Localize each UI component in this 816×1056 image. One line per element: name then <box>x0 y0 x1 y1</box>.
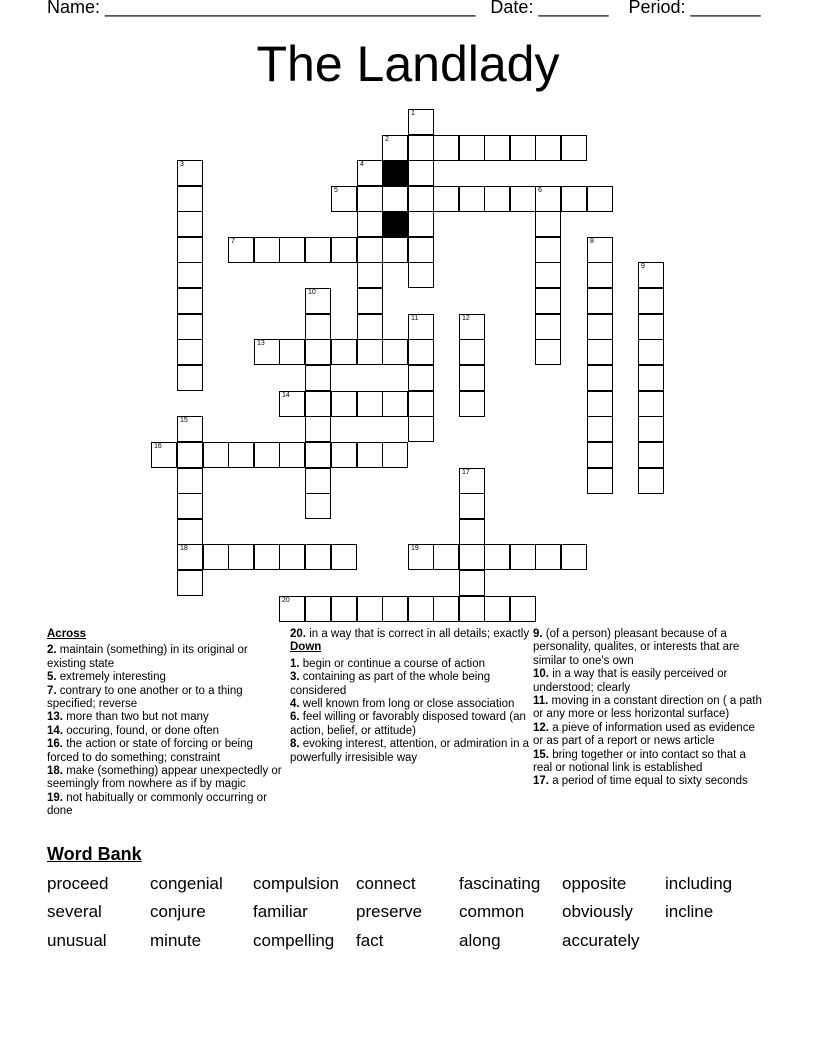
word-bank-word: connect <box>356 874 416 893</box>
crossword-cell[interactable] <box>408 160 434 186</box>
crossword-cell[interactable] <box>484 544 510 570</box>
clue-text: moving in a constant direction on ( a path or any more or less horizontal surface) <box>533 695 762 721</box>
clues-column-3 <box>533 628 768 789</box>
crossword-cell[interactable] <box>357 186 383 212</box>
word-bank-word: fact <box>356 931 384 950</box>
crossword-cell[interactable] <box>638 288 664 314</box>
clue-item <box>533 775 768 788</box>
clue-item <box>533 668 768 695</box>
crossword-cell[interactable] <box>408 186 434 212</box>
crossword-cell[interactable] <box>561 544 587 570</box>
clue-number-label: 9. <box>533 628 543 640</box>
crossword-cell[interactable] <box>459 570 485 596</box>
clue-number-label: 7. <box>47 684 57 697</box>
crossword-cell[interactable] <box>357 211 383 237</box>
crossword-cell[interactable] <box>408 544 434 570</box>
crossword-cell[interactable] <box>279 442 305 468</box>
clue-item <box>290 628 530 641</box>
clue-item <box>47 725 282 738</box>
clue-number: 16 <box>154 443 162 450</box>
word-bank-word: obviously <box>562 902 633 921</box>
crossword-cell[interactable] <box>459 339 485 365</box>
crossword-cell[interactable] <box>357 288 383 314</box>
crossword-cell[interactable] <box>279 596 305 622</box>
word-bank-word: several <box>47 902 102 921</box>
crossword-cell[interactable] <box>587 442 613 468</box>
crossword-cell[interactable] <box>305 288 331 314</box>
crossword-cell[interactable] <box>331 391 357 417</box>
crossword-cell[interactable] <box>177 211 203 237</box>
crossword-cell[interactable] <box>638 262 664 288</box>
crossword-cell[interactable] <box>177 416 203 442</box>
crossword-cell[interactable] <box>459 519 485 545</box>
crossword-cell[interactable] <box>535 288 561 314</box>
clue-number-label: 3. <box>290 671 300 684</box>
crossword-cell[interactable] <box>587 237 613 263</box>
crossword-cell[interactable] <box>228 237 254 263</box>
clue-number-label: 4. <box>290 698 300 711</box>
crossword-cell[interactable] <box>587 416 613 442</box>
crossword-cell[interactable] <box>151 442 177 468</box>
crossword-cell[interactable] <box>459 468 485 494</box>
word-bank-word: conjure <box>150 902 206 921</box>
crossword-cell[interactable] <box>408 314 434 340</box>
word-bank-word: proceed <box>47 874 109 893</box>
crossword-cell[interactable] <box>177 160 203 186</box>
crossword-cell[interactable] <box>357 314 383 340</box>
clue-number: 19 <box>411 545 419 552</box>
crossword-cell[interactable] <box>459 314 485 340</box>
clue-number: 17 <box>462 469 470 476</box>
crossword-cell[interactable] <box>535 237 561 263</box>
clue-text: contrary to one another or to a thing specified; reverse <box>47 684 243 711</box>
crossword-cell[interactable] <box>254 339 280 365</box>
clues-column-1 <box>47 628 282 819</box>
clue-text: in a way that is correct in all details; exactly <box>306 628 530 640</box>
crossword-block-cell <box>382 211 408 237</box>
clue-text: a period of time equal to sixty seconds <box>549 775 748 788</box>
crossword-cell[interactable] <box>510 186 536 212</box>
clue-item <box>533 722 768 749</box>
clue-number-label: 19. <box>47 791 63 804</box>
word-bank-word: fascinating <box>459 874 541 893</box>
clue-text: extremely interesting <box>56 671 166 684</box>
crossword-cell[interactable] <box>177 519 203 545</box>
clue-number-label: 16. <box>47 738 63 751</box>
word-bank-word: preserve <box>356 902 423 921</box>
page-title: The Landlady <box>256 36 560 92</box>
crossword-cell[interactable] <box>254 237 280 263</box>
word-bank-word: accurately <box>562 931 640 950</box>
clue-number-label: 1. <box>290 657 300 670</box>
clue-item <box>533 749 768 776</box>
clue-number-label: 11. <box>533 695 549 708</box>
crossword-cell[interactable] <box>587 262 613 288</box>
crossword-cell[interactable] <box>177 288 203 314</box>
clue-number: 2 <box>385 136 389 143</box>
clue-text: bring together or into contact so that a real or notional link is established <box>533 748 746 775</box>
crossword-cell[interactable] <box>331 544 357 570</box>
crossword-cell[interactable] <box>459 186 485 212</box>
crossword-cell[interactable] <box>203 544 229 570</box>
crossword-cell[interactable] <box>305 391 331 417</box>
clue-item <box>47 644 282 671</box>
crossword-cell[interactable] <box>535 211 561 237</box>
crossword-cell[interactable] <box>228 544 254 570</box>
crossword-cell[interactable] <box>408 109 434 135</box>
clue-item <box>290 698 530 711</box>
word-bank-word: common <box>459 902 525 921</box>
crossword-cell[interactable] <box>177 442 203 468</box>
clue-number-label: 18. <box>47 765 63 778</box>
crossword-cell[interactable] <box>382 596 408 622</box>
crossword-cell[interactable] <box>305 544 331 570</box>
crossword-cell[interactable] <box>254 442 280 468</box>
crossword-cell[interactable] <box>177 544 203 570</box>
crossword-cell[interactable] <box>331 339 357 365</box>
crossword-cell[interactable] <box>535 339 561 365</box>
clue-item <box>290 738 530 765</box>
crossword-cell[interactable] <box>382 339 408 365</box>
crossword-cell[interactable] <box>638 339 664 365</box>
crossword-cell[interactable] <box>408 262 434 288</box>
crossword-cell[interactable] <box>357 596 383 622</box>
crossword-cell[interactable] <box>638 365 664 391</box>
crossword-cell[interactable] <box>305 442 331 468</box>
crossword-cell[interactable] <box>254 544 280 570</box>
clue-number-label: 5. <box>47 671 57 684</box>
clue-text: not habitually or commonly occurring or done <box>47 791 267 818</box>
crossword-cell[interactable] <box>561 135 587 161</box>
clue-number-label: 8. <box>290 738 300 751</box>
crossword-cell[interactable] <box>408 391 434 417</box>
crossword-cell[interactable] <box>305 416 331 442</box>
crossword-cell[interactable] <box>587 339 613 365</box>
clue-text: evoking interest, attention, or admiration in a powerfully irresisible way <box>290 738 530 764</box>
crossword-cell[interactable] <box>331 596 357 622</box>
clue-number-label: 14. <box>47 724 63 737</box>
clue-number: 10 <box>308 289 316 296</box>
crossword-cell[interactable] <box>408 237 434 263</box>
crossword-cell[interactable] <box>357 237 383 263</box>
clue-number: 7 <box>231 238 235 245</box>
crossword-cell[interactable] <box>459 544 485 570</box>
crossword-cell[interactable] <box>638 416 664 442</box>
crossword-cell[interactable] <box>408 211 434 237</box>
crossword-cell[interactable] <box>177 314 203 340</box>
name-date-period-line: Name: _____________________________________ Date: _______ Period: _______ <box>47 0 761 17</box>
clue-text: begin or continue a course of action <box>299 657 485 670</box>
crossword-cell[interactable] <box>535 186 561 212</box>
crossword-cell[interactable] <box>484 135 510 161</box>
crossword-cell[interactable] <box>177 339 203 365</box>
clue-item <box>533 628 768 668</box>
crossword-cell[interactable] <box>279 544 305 570</box>
crossword-cell[interactable] <box>587 391 613 417</box>
crossword-cell[interactable] <box>305 237 331 263</box>
crossword-cell[interactable] <box>408 339 434 365</box>
clue-number: 4 <box>360 161 364 168</box>
clue-item <box>47 711 282 724</box>
crossword-block-cell <box>382 160 408 186</box>
crossword-cell[interactable] <box>535 544 561 570</box>
clue-text: in a way that is easily perceived or understood; clearly <box>533 668 728 694</box>
crossword-cell[interactable] <box>510 135 536 161</box>
crossword-cell[interactable] <box>305 596 331 622</box>
clue-text: more than two but not many <box>63 711 209 724</box>
crossword-cell[interactable] <box>433 186 459 212</box>
crossword-cell[interactable] <box>331 186 357 212</box>
crossword-cell[interactable] <box>459 135 485 161</box>
crossword-cell[interactable] <box>177 186 203 212</box>
word-bank-word: congenial <box>150 874 223 893</box>
clue-item <box>290 671 530 698</box>
clue-number: 11 <box>411 315 419 322</box>
clue-text: occuring, found, or done often <box>63 724 219 737</box>
word-bank-word: familiar <box>253 902 308 921</box>
clue-number: 9 <box>641 263 645 270</box>
crossword-cell[interactable] <box>535 314 561 340</box>
clue-number: 13 <box>257 340 265 347</box>
crossword-cell[interactable] <box>177 493 203 519</box>
crossword-cell[interactable] <box>433 544 459 570</box>
word-bank-word: compulsion <box>253 874 339 893</box>
word-bank-word: unusual <box>47 931 107 950</box>
crossword-cell[interactable] <box>228 442 254 468</box>
clue-text: feel willing or favorably disposed toward (an action, belief, or attitude) <box>290 711 526 737</box>
word-bank-word: compelling <box>253 931 335 950</box>
clue-text: (of a person) pleasant because of a personality, qualites, or interests that are similar to one's own <box>533 628 740 667</box>
crossword-cell[interactable] <box>561 186 587 212</box>
clue-number: 3 <box>180 161 184 168</box>
word-bank-word: including <box>665 874 733 893</box>
crossword-cell[interactable] <box>587 314 613 340</box>
crossword-cell[interactable] <box>177 570 203 596</box>
crossword-cell[interactable] <box>382 391 408 417</box>
clue-number: 8 <box>590 238 594 245</box>
crossword-cell[interactable] <box>382 442 408 468</box>
crossword-cell[interactable] <box>357 160 383 186</box>
crossword-cell[interactable] <box>177 365 203 391</box>
clue-number-label: 10. <box>533 668 549 681</box>
crossword-cell[interactable] <box>587 365 613 391</box>
clue-number: 14 <box>282 392 290 399</box>
clue-number: 18 <box>180 545 188 552</box>
crossword-cell[interactable] <box>357 262 383 288</box>
crossword-cell[interactable] <box>331 442 357 468</box>
crossword-cell[interactable] <box>638 468 664 494</box>
clue-text: a pieve of information used as evidence or as part of a report or news article <box>533 721 755 748</box>
clue-text: the action or state of forcing or being forced to do something; constraint <box>47 738 253 764</box>
crossword-cell[interactable] <box>459 596 485 622</box>
word-bank-word: along <box>459 931 501 950</box>
crossword-cell[interactable] <box>305 314 331 340</box>
clue-item <box>290 658 530 671</box>
crossword-cell[interactable] <box>408 596 434 622</box>
crossword-cell[interactable] <box>535 262 561 288</box>
crossword-cell[interactable] <box>484 186 510 212</box>
clue-text: well known from long or close association <box>299 698 515 711</box>
clue-item <box>47 792 282 819</box>
clue-number: 20 <box>282 597 290 604</box>
word-bank-word: opposite <box>562 874 627 893</box>
across-heading: Across <box>47 628 86 640</box>
crossword-cell[interactable] <box>279 237 305 263</box>
word-bank-word: incline <box>665 902 714 921</box>
clue-number-label: 13. <box>47 711 63 724</box>
crossword-cell[interactable] <box>305 365 331 391</box>
crossword-cell[interactable] <box>382 186 408 212</box>
crossword-cell[interactable] <box>433 135 459 161</box>
clue-number: 12 <box>462 315 470 322</box>
clue-item <box>533 695 768 722</box>
crossword-cell[interactable] <box>484 596 510 622</box>
crossword-cell[interactable] <box>177 237 203 263</box>
crossword-cell[interactable] <box>535 135 561 161</box>
clue-number: 15 <box>180 417 188 424</box>
crossword-cell[interactable] <box>510 544 536 570</box>
crossword-cell[interactable] <box>587 186 613 212</box>
crossword-cell[interactable] <box>305 339 331 365</box>
clue-number-label: 15. <box>533 748 549 761</box>
clue-number: 6 <box>538 187 542 194</box>
crossword-cell[interactable] <box>638 442 664 468</box>
crossword-cell[interactable] <box>177 262 203 288</box>
clue-text: make (something) appear unexpectedly or seemingly from nowhere as if by magic <box>47 765 282 791</box>
crossword-cell[interactable] <box>587 468 613 494</box>
crossword-cell[interactable] <box>305 468 331 494</box>
crossword-cell[interactable] <box>638 391 664 417</box>
crossword-cell[interactable] <box>203 442 229 468</box>
clue-text: maintain (something) in its original or existing state <box>47 644 248 670</box>
clue-number: 1 <box>411 110 415 117</box>
crossword-cell[interactable] <box>459 365 485 391</box>
word-bank-title: Word Bank <box>47 844 142 864</box>
clue-number-label: 20. <box>290 628 306 640</box>
crossword-cell[interactable] <box>459 391 485 417</box>
crossword-cell[interactable] <box>408 365 434 391</box>
clues-column-2 <box>290 628 530 765</box>
crossword-cell[interactable] <box>587 288 613 314</box>
crossword-cell[interactable] <box>638 314 664 340</box>
word-bank-word: minute <box>150 931 202 950</box>
crossword-cell[interactable] <box>279 339 305 365</box>
crossword-cell[interactable] <box>305 493 331 519</box>
clue-number-label: 2. <box>47 644 57 657</box>
crossword-cell[interactable] <box>357 391 383 417</box>
crossword-cell[interactable] <box>357 339 383 365</box>
clue-item <box>47 671 282 684</box>
clue-number-label: 12. <box>533 721 549 734</box>
crossword-cell[interactable] <box>357 442 383 468</box>
clue-item <box>47 765 282 792</box>
crossword-cell[interactable] <box>177 468 203 494</box>
crossword-cell[interactable] <box>382 135 408 161</box>
clue-number: 5 <box>334 187 338 194</box>
clue-item <box>47 738 282 765</box>
crossword-cell[interactable] <box>459 493 485 519</box>
crossword-cell[interactable] <box>408 135 434 161</box>
crossword-cell[interactable] <box>433 596 459 622</box>
crossword-cell[interactable] <box>382 237 408 263</box>
crossword-cell[interactable] <box>408 416 434 442</box>
clue-item <box>47 685 282 712</box>
clue-number-label: 17. <box>533 775 549 788</box>
crossword-cell[interactable] <box>510 596 536 622</box>
down-heading: Down <box>290 641 322 654</box>
clue-item <box>290 711 530 738</box>
crossword-cell[interactable] <box>279 391 305 417</box>
crossword-cell[interactable] <box>331 237 357 263</box>
clue-text: containing as part of the whole being considered <box>290 671 491 697</box>
clue-number-label: 6. <box>290 711 300 724</box>
